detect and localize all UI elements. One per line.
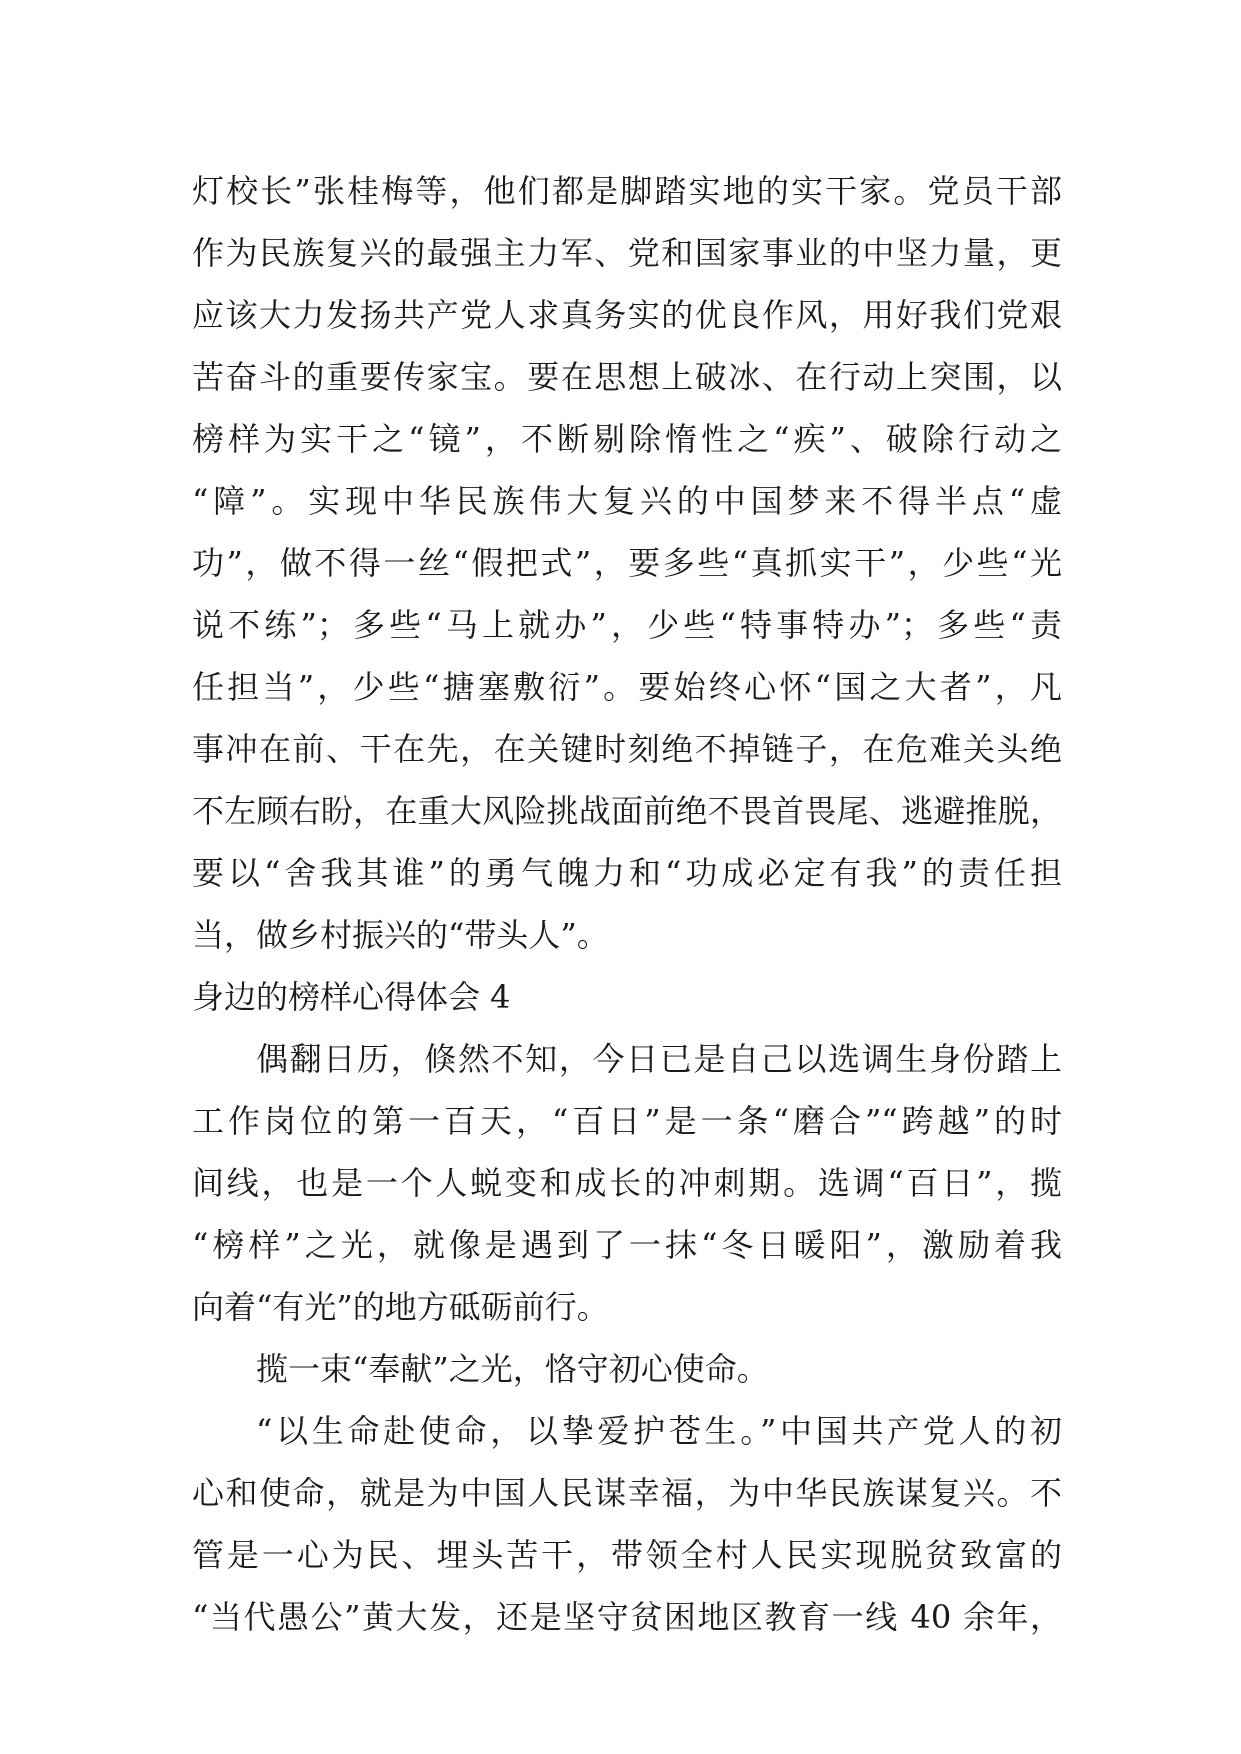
paragraph-line: “榜样”之光，就像是遇到了一抹“冬日暖阳”，激励着我: [192, 1226, 1062, 1264]
paragraph-line: 作为民族复兴的最强主力军、党和国家事业的中坚力量，更: [192, 234, 1062, 272]
paragraph-line: 灯校长”张桂梅等，他们都是脚踏实地的实干家。党员干部: [192, 172, 1062, 210]
paragraph-line: 不左顾右盼，在重大风险挑战面前绝不畏首畏尾、逃避推脱，: [192, 792, 1062, 830]
paragraph-line: 偶翻日历，倏然不知，今日已是自己以选调生身份踏上: [256, 1040, 1062, 1078]
paragraph-line: 当，做乡村振兴的“带头人”。: [192, 916, 609, 954]
paragraph-line: 向着“有光”的地方砥砺前行。: [192, 1288, 609, 1326]
paragraph-line: 任担当”，少些“搪塞敷衍”。要始终心怀“国之大者”，凡: [192, 668, 1062, 706]
paragraph-line: 心和使命，就是为中国人民谋幸福，为中华民族谋复兴。不: [192, 1474, 1062, 1512]
paragraph-line: “障”。实现中华民族伟大复兴的中国梦来不得半点“虚: [192, 482, 1062, 520]
paragraph-line: “以生命赴使命，以挚爱护苍生。”中国共产党人的初: [256, 1412, 1062, 1450]
paragraph-line: 工作岗位的第一百天，“百日”是一条“磨合”“跨越”的时: [192, 1102, 1062, 1140]
paragraph-line: 要以“舍我其谁”的勇气魄力和“功成必定有我”的责任担: [192, 854, 1062, 892]
paragraph-line: 榜样为实干之“镜”，不断剔除惰性之“疾”、破除行动之: [192, 420, 1062, 458]
paragraph-line: 应该大力发扬共产党人求真务实的优良作风，用好我们党艰: [192, 296, 1062, 334]
paragraph-line: 说不练”；多些“马上就办”，少些“特事特办”；多些“责: [192, 606, 1062, 644]
paragraph-line: 功”，做不得一丝“假把式”，要多些“真抓实干”，少些“光: [192, 544, 1062, 582]
paragraph-line: 事冲在前、干在先，在关键时刻绝不掉链子，在危难关头绝: [192, 730, 1062, 768]
paragraph-line: 苦奋斗的重要传家宝。要在思想上破冰、在行动上突围，以: [192, 358, 1062, 396]
paragraph-line: 间线，也是一个人蜕变和成长的冲刺期。选调“百日”，揽: [192, 1164, 1062, 1202]
paragraph-line: “当代愚公”黄大发，还是坚守贫困地区教育一线 40 余年，: [192, 1598, 1062, 1636]
paragraph-line: 管是一心为民、埋头苦干，带领全村人民实现脱贫致富的: [192, 1536, 1062, 1574]
subheading-line: 揽一束“奉献”之光，恪守初心使命。: [256, 1350, 769, 1388]
section-heading: 身边的榜样心得体会 4: [192, 978, 511, 1016]
